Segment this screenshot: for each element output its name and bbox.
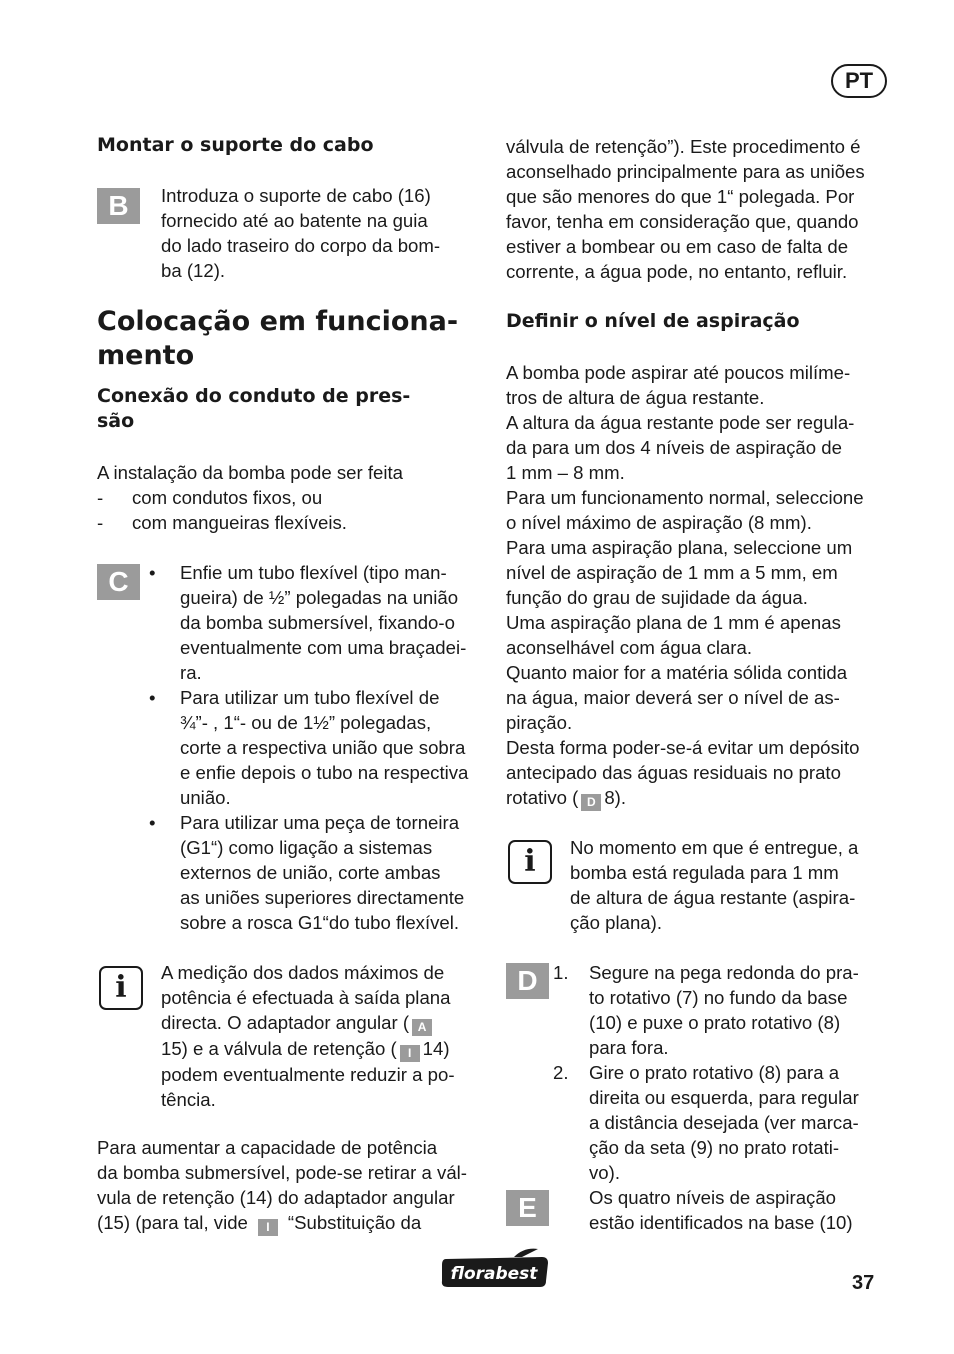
text-line: estiver a bombear ou em caso de falta de <box>506 236 849 257</box>
bullet-marker: • <box>149 812 156 833</box>
figure-marker-e: E <box>506 1190 549 1226</box>
text-line: Uma aspiração plana de 1 mm é apenas <box>506 612 841 633</box>
heading-suction-level: Definir o nível de aspiração <box>506 310 800 332</box>
text-line: da bomba submersível, fixando-o <box>180 612 455 633</box>
text-line: Para um funcionamento normal, seleccione <box>506 487 864 508</box>
text-line: No momento em que é entregue, a <box>570 837 859 858</box>
text-line: to rotativo (7) no fundo da base <box>589 987 848 1008</box>
figure-marker-b: B <box>97 188 140 224</box>
text-line: tência. <box>161 1089 216 1110</box>
list-item-text: com condutos fixos, ou <box>132 487 323 508</box>
language-badge: PT <box>831 64 887 98</box>
figure-ref-d: D <box>581 794 601 811</box>
text-line: a distância desejada (ver marca- <box>589 1112 859 1133</box>
text-line: na água, maior deverá ser o nível de as- <box>506 687 840 708</box>
text-line: (10) e puxe o prato rotativo (8) <box>589 1012 841 1033</box>
heading-cable-support: Montar o suporte do cabo <box>97 134 374 156</box>
text-line: Desta forma poder-se-á evitar um depósito <box>506 737 860 758</box>
section-title <box>97 305 458 373</box>
text-line: eventualmente com uma braçadei- <box>180 637 467 658</box>
text-line: potência é efectuada à saída plana <box>161 987 451 1008</box>
text-line: que são menores do que 1“ polegada. Por <box>506 186 855 207</box>
section-title-line: mento <box>97 340 195 371</box>
text-line: ¾”- , 1“- ou de 1½” polegadas, <box>180 712 432 733</box>
text-line: estão identificados na base (10) <box>589 1212 853 1233</box>
paragraph-check-valve <box>97 1135 467 1236</box>
info-icon: i <box>508 840 552 884</box>
text-line: A altura da água restante pode ser regula- <box>506 412 855 433</box>
info-icon: i <box>99 966 143 1010</box>
logo-text: florabest <box>450 1264 538 1284</box>
text-line <box>97 1210 467 1236</box>
text-line: fornecido até ao batente na guia <box>161 210 428 231</box>
text-line: tros de altura de água restante. <box>506 387 765 408</box>
text-line: nível de aspiração de 1 mm a 5 mm, em <box>506 562 838 583</box>
step-2 <box>589 1060 859 1185</box>
text-line: aconselhável com água clara. <box>506 637 752 658</box>
text-line: 1 mm – 8 mm. <box>506 462 625 483</box>
text-line: função do grau de sujidade da água. <box>506 587 808 608</box>
text-line: A medição dos dados máximos de <box>161 962 445 983</box>
paragraph-suction-level <box>506 360 864 811</box>
text-line: ção plana). <box>570 912 662 933</box>
text-line: Gire o prato rotativo (8) para a <box>589 1062 840 1083</box>
info-note-delivery <box>570 835 858 935</box>
list-item <box>97 510 347 535</box>
text-line: Enfie um tubo flexível (tipo man- <box>180 562 447 583</box>
paragraph-cable-support <box>161 183 440 283</box>
dash-marker: - <box>97 487 104 508</box>
installation-intro: A instalação da bomba pode ser feita <box>97 462 403 483</box>
florabest-logo <box>438 1247 550 1289</box>
text-line: as uniões superiores directamente <box>180 887 465 908</box>
text-line: ra. <box>180 662 202 683</box>
bullet-item-1 <box>180 560 466 685</box>
text-line: aconselhado principalmente para as uniões <box>506 161 865 182</box>
text-line: direita ou esquerda, para regular <box>589 1087 859 1108</box>
heading-pressure-connection <box>97 384 410 434</box>
text-line: da bomba submersível, pode-se retirar a vál- <box>97 1162 467 1183</box>
text-line: ção da seta (9) no prato rotati- <box>589 1137 840 1158</box>
text-line: externos de união, corte ambas <box>180 862 441 883</box>
text-line: Os quatro níveis de aspiração <box>589 1187 837 1208</box>
text-line: favor, tenha em consideração que, quando <box>506 211 859 232</box>
text-line: Segure na pega redonda do pra- <box>589 962 859 983</box>
text-segment: directa. O adaptador angular ( <box>161 1012 410 1033</box>
text-line: gueira) de ½” polegadas na união <box>180 587 459 608</box>
step-number: 2. <box>553 1062 569 1083</box>
text-line: Para uma aspiração plana, seleccione um <box>506 537 853 558</box>
heading-line: Conexão do conduto de pres- <box>97 385 411 407</box>
text-line: união. <box>180 787 231 808</box>
text-segment: 8). <box>604 787 627 808</box>
text-line: válvula de retenção”). Este procedimento é <box>506 136 861 157</box>
text-line: de altura de água restante (aspira- <box>570 887 856 908</box>
text-line: Introduza o suporte de cabo (16) <box>161 185 431 206</box>
text-line: para fora. <box>589 1037 669 1058</box>
text-segment: “Substituição da <box>287 1212 422 1233</box>
text-line <box>506 785 864 811</box>
text-line <box>161 1010 455 1036</box>
text-line: o nível máximo de aspiração (8 mm). <box>506 512 812 533</box>
text-segment: (15) (para tal, vide <box>97 1212 248 1233</box>
bullet-item-2 <box>180 685 468 810</box>
text-line: Para aumentar a capacidade de potência <box>97 1137 438 1158</box>
text-line: (G1“) como ligação a sistemas <box>180 837 433 858</box>
step-1 <box>589 960 859 1060</box>
text-line: vo). <box>589 1162 620 1183</box>
text-line: corrente, a água pode, no entanto, refluir. <box>506 261 848 282</box>
info-note-power <box>161 960 455 1112</box>
text-line: A bomba pode aspirar até poucos milíme- <box>506 362 851 383</box>
figure-marker-c: C <box>97 564 140 600</box>
text-line: ba (12). <box>161 260 226 281</box>
bullet-marker: • <box>149 562 156 583</box>
bullet-item-3 <box>180 810 464 935</box>
text-line: corte a respectiva união que sobra <box>180 737 466 758</box>
text-line: antecipado das águas residuais no prato <box>506 762 841 783</box>
figure-marker-d: D <box>506 963 549 999</box>
text-segment: 15) e a válvula de retenção ( <box>161 1038 397 1059</box>
text-line: do lado traseiro do corpo da bom- <box>161 235 441 256</box>
list-item-text: com mangueiras flexíveis. <box>132 512 347 533</box>
list-item <box>97 485 347 510</box>
text-line: bomba está regulada para 1 mm <box>570 862 839 883</box>
figure-ref-i: I <box>258 1219 278 1236</box>
text-line: Quanto maior for a matéria sólida contida <box>506 662 848 683</box>
step-number: 1. <box>553 962 569 983</box>
figure-ref-i: I <box>400 1045 420 1062</box>
paragraph-continued <box>506 134 865 284</box>
paragraph-suction-marks <box>589 1185 853 1235</box>
text-line: vula de retenção (14) do adaptador angular <box>97 1187 455 1208</box>
bullet-marker: • <box>149 687 156 708</box>
text-line: Para utilizar uma peça de torneira <box>180 812 460 833</box>
text-line: e enfie depois o tubo na respectiva <box>180 762 469 783</box>
dash-list <box>97 485 347 535</box>
text-line: podem eventualmente reduzir a po- <box>161 1064 455 1085</box>
heading-line: são <box>97 410 135 432</box>
dash-marker: - <box>97 512 104 533</box>
figure-ref-a: A <box>412 1019 432 1036</box>
text-segment: rotativo ( <box>506 787 579 808</box>
text-line <box>161 1036 455 1062</box>
page-number: 37 <box>852 1272 875 1294</box>
text-line: Para utilizar um tubo flexível de <box>180 687 440 708</box>
text-line: piração. <box>506 712 573 733</box>
text-line: da para um dos 4 níveis de aspiração de <box>506 437 842 458</box>
text-segment: 14) <box>422 1038 450 1059</box>
text-line: sobre a rosca G1“do tubo flexível. <box>180 912 460 933</box>
section-title-line: Colocação em funciona- <box>97 306 459 337</box>
